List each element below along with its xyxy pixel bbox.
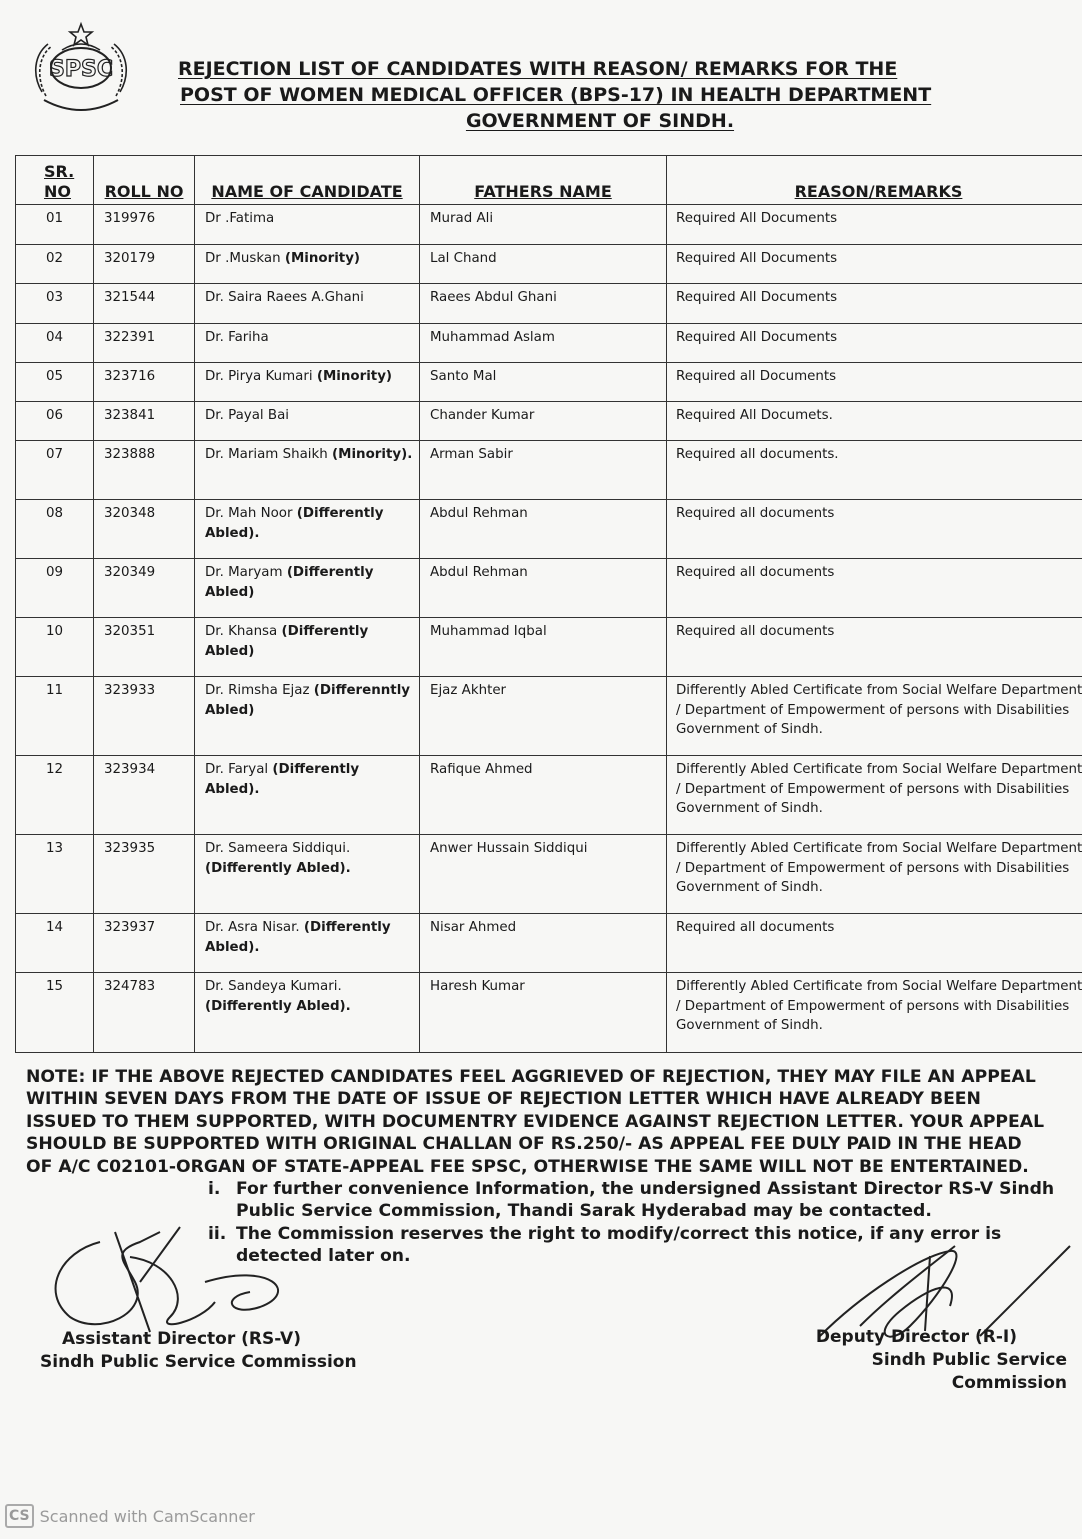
candidate-name: Dr. Pirya Kumari bbox=[205, 369, 313, 384]
candidate-name: Dr. Fariha bbox=[205, 330, 269, 345]
cell-reason: Required All Documents bbox=[667, 245, 1082, 284]
title-line-1: REJECTION LIST OF CANDIDATES WITH REASON/ REMARKS FOR THE bbox=[178, 58, 898, 80]
title-line-3: GOVERNMENT OF SINDH. bbox=[465, 110, 735, 132]
cell-father-name: Anwer Hussain Siddiqui bbox=[420, 835, 667, 914]
cell-father-name: Abdul Rehman bbox=[420, 559, 667, 618]
candidate-name: Dr. Asra Nisar. bbox=[205, 920, 300, 935]
table-row bbox=[16, 245, 1082, 284]
assistant-director-signature bbox=[40, 1222, 340, 1342]
candidate-category: (Differently Abled). bbox=[205, 860, 351, 876]
header-name: NAME OF CANDIDATE bbox=[195, 156, 420, 205]
signatory-title: Assistant Director (RS-V) bbox=[62, 1329, 301, 1349]
title-line-2: POST OF WOMEN MEDICAL OFFICER (BPS-17) IN HEALTH DEPARTMENT bbox=[180, 84, 932, 106]
header-reason: REASON/REMARKS bbox=[667, 156, 1082, 205]
table-row bbox=[16, 835, 1082, 914]
camscanner-watermark bbox=[5, 1504, 255, 1528]
item-number: ii. bbox=[208, 1223, 227, 1244]
cell-roll-no: 320349 bbox=[94, 559, 195, 618]
cell-father-name: Chander Kumar bbox=[420, 402, 667, 441]
candidate-name: Dr. Saira Raees A.Ghani bbox=[205, 290, 364, 305]
signatory-org: Sindh Public Service Commission bbox=[40, 1352, 357, 1372]
item-text: For further convenience Information, the undersigned Assistant Director RS-V Sindh Public Service Commission, Thandi Sarak Hyderabad may be contacted. bbox=[236, 1179, 1055, 1222]
rejection-table bbox=[15, 155, 1082, 1053]
cell-sr-no: 07 bbox=[16, 441, 94, 500]
cell-sr-no: 14 bbox=[16, 914, 94, 973]
cell-name bbox=[195, 677, 420, 756]
table-row bbox=[16, 363, 1082, 402]
cell-father-name: Murad Ali bbox=[420, 205, 667, 245]
header-sr-no: SR. NO bbox=[16, 156, 94, 205]
table-row bbox=[16, 500, 1082, 559]
cell-name bbox=[195, 559, 420, 618]
cell-father-name: Santo Mal bbox=[420, 363, 667, 402]
cell-sr-no: 05 bbox=[16, 363, 94, 402]
candidate-name: Dr. Mah Noor bbox=[205, 506, 293, 521]
candidate-name: Dr. Rimsha Ejaz bbox=[205, 683, 310, 698]
cell-roll-no: 323888 bbox=[94, 441, 195, 500]
appeal-note bbox=[26, 1066, 1046, 1178]
cell-roll-no: 323937 bbox=[94, 914, 195, 973]
cell-reason: Required all documents. bbox=[667, 441, 1082, 500]
cell-reason: Required All Documents bbox=[667, 284, 1082, 324]
candidate-name: Dr .Muskan bbox=[205, 251, 281, 266]
candidate-category: (Differently Abled). bbox=[205, 762, 360, 797]
note-text: NOTE: IF THE ABOVE REJECTED CANDIDATES FEEL AGGRIEVED OF REJECTION, THEY MAY FILE AN APPEAL WITHIN SEVEN DAYS FROM THE DATE OF ISSUE OF REJECTION LETTER WHICH HAVE ALREADY BEEN ISSUED TO THEM SUPPORTED, WITH DOCUMENTRY EVIDENCE AGAINST REJECTION LETTER. YOUR APPEAL SHOULD BE SUPPORTED WITH ORIGINAL CHALLAN OF RS.250/- AS APPEAL FEE DULY PAID IN THE HEAD OF A/C C02101-ORGAN OF STATE-APPEAL FEE SPSC, OTHERWISE THE SAME WILL NOT BE ENTERTAINED. bbox=[26, 1067, 1045, 1177]
cell-sr-no: 09 bbox=[16, 559, 94, 618]
cell-roll-no: 322391 bbox=[94, 324, 195, 363]
cell-roll-no: 320179 bbox=[94, 245, 195, 284]
cell-name bbox=[195, 756, 420, 835]
cell-roll-no: 320348 bbox=[94, 500, 195, 559]
cell-name bbox=[195, 284, 420, 324]
cell-father-name: Muhammad Iqbal bbox=[420, 618, 667, 677]
logo-text: SPSC bbox=[49, 57, 113, 82]
cell-father-name: Lal Chand bbox=[420, 245, 667, 284]
cell-reason: Differently Abled Certificate from Social Welfare Department / Department of Empowerment of persons with Disabilities Government of Sindh. bbox=[667, 756, 1082, 835]
cell-father-name: Nisar Ahmed bbox=[420, 914, 667, 973]
table-row bbox=[16, 914, 1082, 973]
candidate-category: (Differenntly Abled) bbox=[205, 683, 411, 718]
cell-roll-no: 323933 bbox=[94, 677, 195, 756]
cell-name bbox=[195, 618, 420, 677]
candidate-category: (Differently Abled). bbox=[205, 506, 384, 541]
cell-name bbox=[195, 402, 420, 441]
cell-father-name: Muhammad Aslam bbox=[420, 324, 667, 363]
cell-name bbox=[195, 205, 420, 245]
table-row bbox=[16, 756, 1082, 835]
item-number: i. bbox=[208, 1179, 221, 1199]
cell-roll-no: 324783 bbox=[94, 973, 195, 1053]
cell-sr-no: 04 bbox=[16, 324, 94, 363]
cell-sr-no: 02 bbox=[16, 245, 94, 284]
signature-block-left bbox=[40, 1328, 357, 1374]
page-title bbox=[170, 56, 1000, 134]
cell-name bbox=[195, 324, 420, 363]
cell-roll-no: 323716 bbox=[94, 363, 195, 402]
cell-sr-no: 01 bbox=[16, 205, 94, 245]
cell-roll-no: 323935 bbox=[94, 835, 195, 914]
candidate-name: Dr. Sandeya Kumari. bbox=[205, 979, 342, 994]
header-roll-no: ROLL NO bbox=[94, 156, 195, 205]
cell-roll-no: 323841 bbox=[94, 402, 195, 441]
candidate-name: Dr. Payal Bai bbox=[205, 408, 289, 423]
signatory-org: Sindh Public Service Commission bbox=[871, 1350, 1067, 1393]
cell-reason: Required all documents bbox=[667, 914, 1082, 973]
table-row bbox=[16, 324, 1082, 363]
header-father: FATHERS NAME bbox=[420, 156, 667, 205]
camscanner-icon: CS bbox=[5, 1504, 34, 1528]
table-row bbox=[16, 205, 1082, 245]
cell-reason: Differently Abled Certificate from Social Welfare Department / Department of Empowerment of persons with Disabilities Government of Sindh. bbox=[667, 677, 1082, 756]
cell-reason: Differently Abled Certificate from Social Welfare Department / Department of Empowerment of persons with Disabilities Government of Sindh. bbox=[667, 973, 1082, 1053]
cell-name bbox=[195, 973, 420, 1053]
list-item bbox=[208, 1178, 1068, 1223]
cell-reason: Required all Documents bbox=[667, 363, 1082, 402]
watermark-text: Scanned with CamScanner bbox=[39, 1506, 255, 1526]
candidate-category: (Differently Abled) bbox=[205, 565, 374, 600]
cell-roll-no: 319976 bbox=[94, 205, 195, 245]
candidate-name: Dr. Maryam bbox=[205, 565, 283, 580]
candidate-category: (Differently Abled) bbox=[205, 624, 369, 659]
cell-father-name: Haresh Kumar bbox=[420, 973, 667, 1053]
cell-sr-no: 15 bbox=[16, 973, 94, 1053]
cell-name bbox=[195, 245, 420, 284]
table-row bbox=[16, 441, 1082, 500]
cell-sr-no: 06 bbox=[16, 402, 94, 441]
table-row bbox=[16, 284, 1082, 324]
cell-father-name: Abdul Rehman bbox=[420, 500, 667, 559]
candidate-name: Dr. Faryal bbox=[205, 762, 269, 777]
candidate-name: Dr. Khansa bbox=[205, 624, 278, 639]
cell-name bbox=[195, 363, 420, 402]
candidate-name: Dr. Sameera Siddiqui. bbox=[205, 841, 351, 856]
table-header-row bbox=[16, 156, 1082, 205]
cell-reason: Required All Documents bbox=[667, 205, 1082, 245]
cell-father-name: Ejaz Akhter bbox=[420, 677, 667, 756]
table-row bbox=[16, 973, 1082, 1053]
candidate-category: (Minority) bbox=[316, 369, 393, 384]
cell-sr-no: 11 bbox=[16, 677, 94, 756]
table-row bbox=[16, 402, 1082, 441]
cell-sr-no: 10 bbox=[16, 618, 94, 677]
cell-reason: Required all documents bbox=[667, 500, 1082, 559]
candidate-category: (Differently Abled). bbox=[205, 998, 351, 1014]
cell-sr-no: 03 bbox=[16, 284, 94, 324]
candidate-category: (Differently Abled). bbox=[205, 920, 391, 955]
cell-roll-no: 321544 bbox=[94, 284, 195, 324]
spsc-logo bbox=[22, 20, 140, 120]
candidate-category: (Minority). bbox=[332, 447, 413, 462]
cell-name bbox=[195, 500, 420, 559]
cell-reason: Required All Documets. bbox=[667, 402, 1082, 441]
table-row bbox=[16, 677, 1082, 756]
cell-roll-no: 320351 bbox=[94, 618, 195, 677]
table-row bbox=[16, 559, 1082, 618]
cell-father-name: Rafique Ahmed bbox=[420, 756, 667, 835]
item-text: The Commission reserves the right to modify/correct this notice, if any error is detected later on. bbox=[236, 1223, 1002, 1267]
cell-reason: Required all documents bbox=[667, 618, 1082, 677]
cell-name bbox=[195, 441, 420, 500]
cell-reason: Required All Documents bbox=[667, 324, 1082, 363]
signature-block-right bbox=[762, 1326, 1067, 1395]
cell-reason: Differently Abled Certificate from Social Welfare Department / Department of Empowerment of persons with Disabilities Government of Sindh. bbox=[667, 835, 1082, 914]
cell-reason: Required all documents bbox=[667, 559, 1082, 618]
candidate-name: Dr .Fatima bbox=[205, 211, 275, 226]
cell-father-name: Arman Sabir bbox=[420, 441, 667, 500]
cell-sr-no: 08 bbox=[16, 500, 94, 559]
table-row bbox=[16, 618, 1082, 677]
candidate-category: (Minority) bbox=[284, 251, 361, 266]
signatory-title: Deputy Director (R-I) bbox=[815, 1327, 1017, 1347]
cell-father-name: Raees Abdul Ghani bbox=[420, 284, 667, 324]
candidate-name: Dr. Mariam Shaikh bbox=[205, 447, 328, 462]
cell-roll-no: 323934 bbox=[94, 756, 195, 835]
cell-sr-no: 13 bbox=[16, 835, 94, 914]
cell-name bbox=[195, 914, 420, 973]
cell-sr-no: 12 bbox=[16, 756, 94, 835]
cell-name bbox=[195, 835, 420, 914]
